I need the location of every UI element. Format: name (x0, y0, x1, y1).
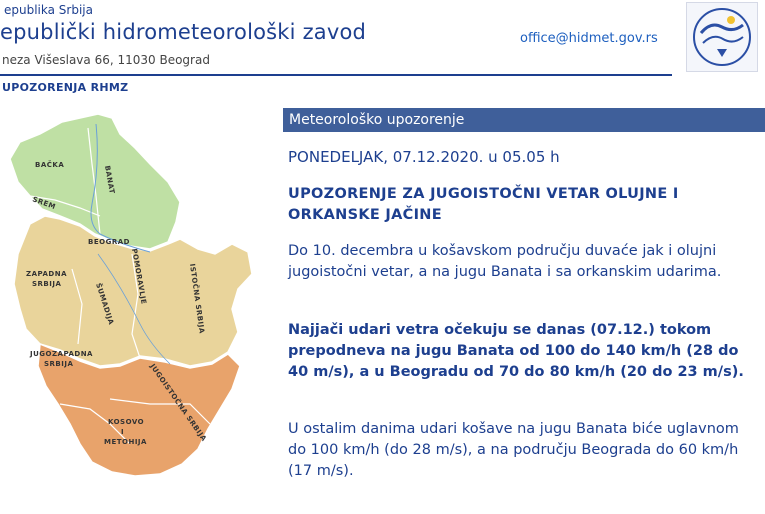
warning-panel-header: Meteorološko upozorenje (283, 108, 765, 132)
warning-date: PONEDELJAK, 07.12.2020. u 05.05 h (288, 148, 560, 166)
region-label-pomoravlje: POMORAVLJE (130, 247, 148, 306)
warning-title: UPOZORENJE ZA JUGOISTOČNI VETAR OLUJNE I ORKANSKE JAČINE (288, 186, 679, 223)
region-label-jugozapadna-2: SRBIJA (44, 360, 74, 368)
region-label-jugoistocna: JUGOISTOČNA SRBIJA (148, 362, 209, 444)
section-title: UPOZORENJA RHMZ (2, 81, 129, 94)
region-label-beograd: BEOGRAD (88, 238, 130, 246)
country-name: epublika Srbija (4, 3, 93, 17)
institute-address: neza Višeslava 66, 11030 Beograd (2, 53, 210, 67)
region-label-srem: SREM (31, 195, 57, 212)
header-divider (0, 74, 672, 76)
warning-paragraph-3: U ostalim danima udari košave na jugu Banata biće uglavnom do 100 km/h (do 28 m/s), a na području Beograda do 60 km/h (17 m/s). (288, 421, 739, 479)
email-link[interactable]: office@hidmet.gov.rs (520, 31, 658, 46)
region-label-zapadna-2: SRBIJA (32, 280, 62, 288)
region-label-kosovo-3: METOHIJA (104, 438, 147, 446)
institute-name: epublički hidrometeorološki zavod (0, 20, 367, 44)
rhmz-logo-icon (686, 2, 758, 72)
site-header (0, 0, 765, 74)
warning-panel (283, 108, 765, 132)
warning-paragraph-2: Najjači udari vetra očekuju se danas (07.12.) tokom prepodneva na jugu Banata od 100 do 140 km/h (28 do 40 m/s), a u Beogradu od 70 do 80 km/h (20 do 23 m/s). (288, 322, 744, 380)
region-label-sumadija: ŠUMADIJA (94, 282, 116, 327)
region-label-banat: BANAT (103, 164, 116, 195)
region-label-backa: BAČKA (35, 161, 65, 169)
warning-paragraph-1: Do 10. decembra u košavskom području duvaće jak i olujni jugoistočni vetar, a na jugu Banata i sa orkanskim udarima. (288, 243, 722, 280)
region-label-zapadna-1: ZAPADNA (26, 270, 67, 278)
serbia-regions-map (0, 104, 272, 510)
region-label-kosovo-1: KOSOVO (108, 418, 145, 426)
region-label-jugozapadna-1: JUGOZAPADNA (30, 350, 93, 358)
region-label-istocna: ISTOČNA SRBIJA (188, 263, 206, 335)
region-label-kosovo-2: I (121, 428, 125, 436)
